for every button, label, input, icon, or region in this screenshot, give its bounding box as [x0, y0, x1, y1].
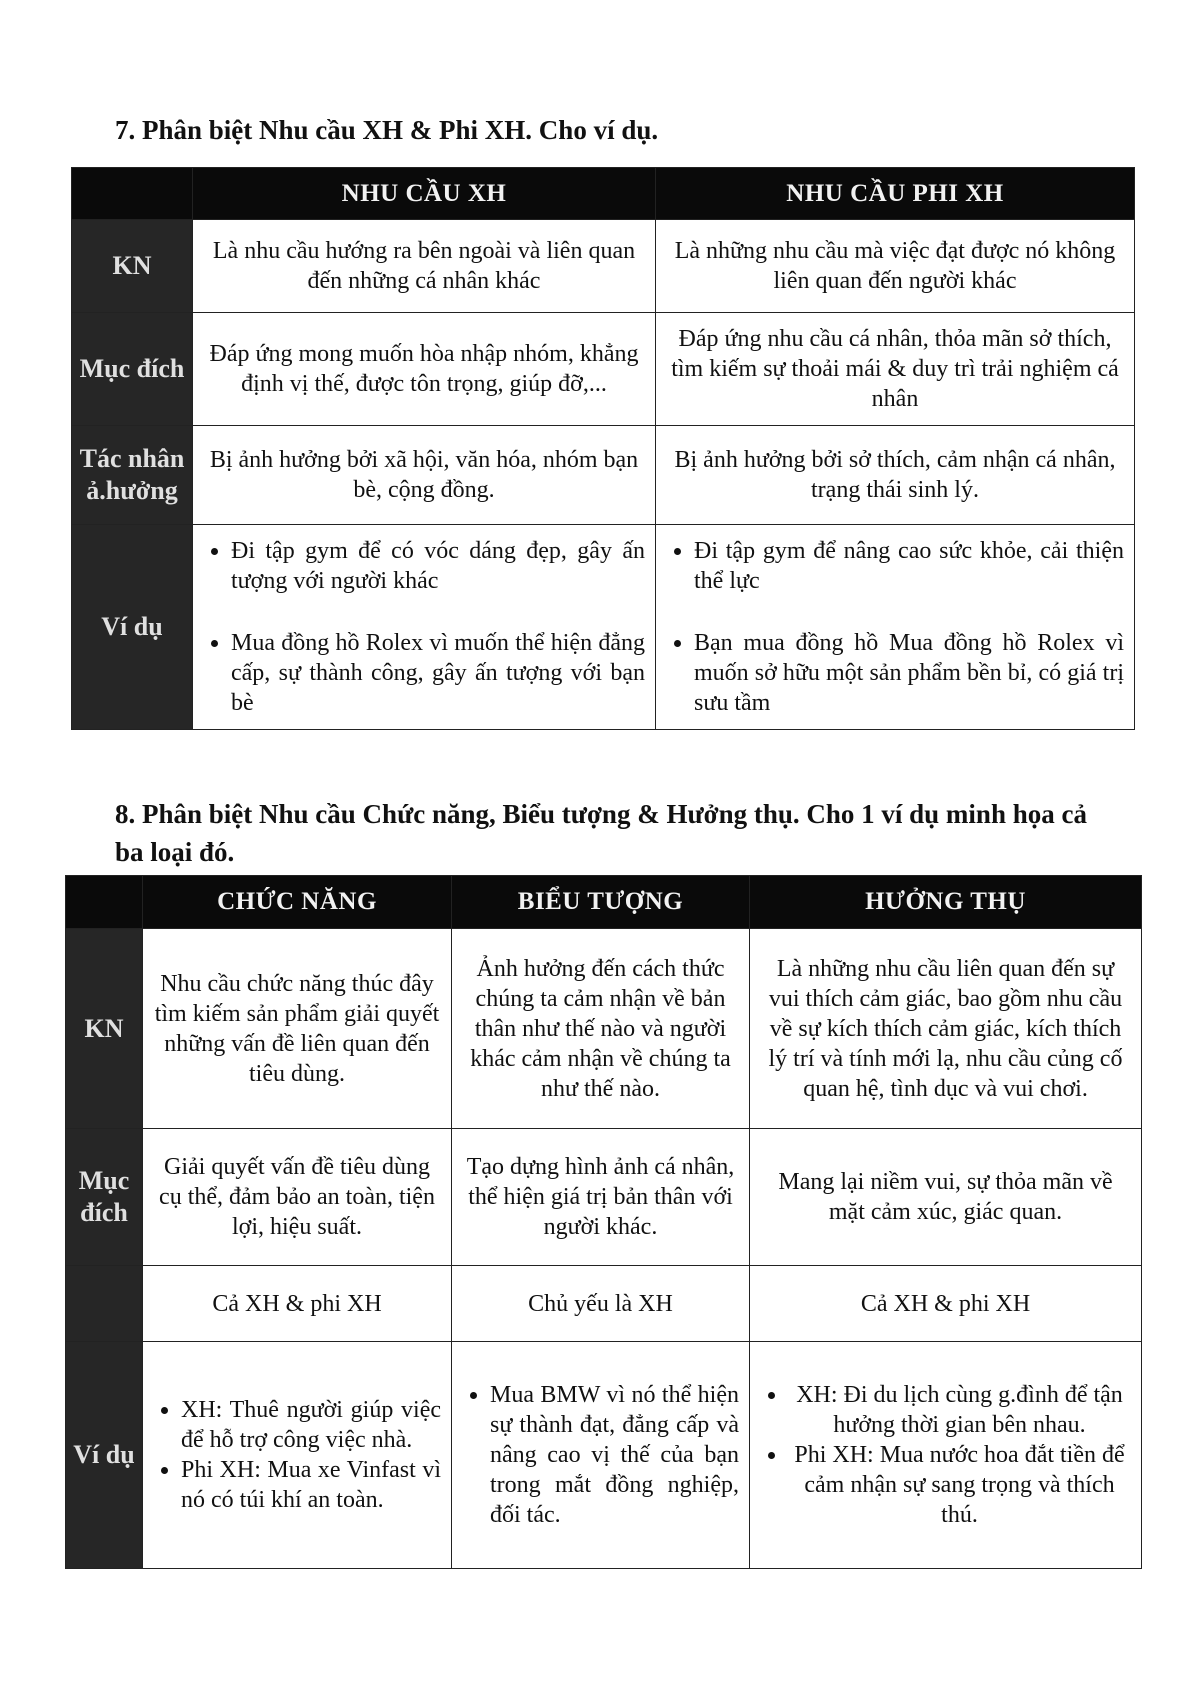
row-label-factor: Tác nhân ả.hưởng	[72, 426, 193, 525]
cell-example-symbolic	[452, 1342, 750, 1569]
cell-kn-nonsocial: Là những nhu cầu mà việc đạt được nó không liên quan đến người khác	[656, 220, 1135, 313]
cell-example-functional	[143, 1342, 452, 1569]
list-item: • Mua đồng hồ Rolex vì muốn thể hiện đẳng cấp, sự thành công, gây ấn tượng với bạn bè	[231, 628, 645, 718]
cell-purpose-social: Đáp ứng mong muốn hòa nhập nhóm, khẳng định vị thế, được tôn trọng, giúp đỡ,...	[193, 313, 656, 426]
row-label-kn: KN	[72, 220, 193, 313]
question-8-heading: 8. Phân biệt Nhu cầu Chức năng, Biểu tượng & Hưởng thụ. Cho 1 ví dụ minh họa cả ba loại đó.	[115, 799, 1087, 867]
cell-factor-nonsocial: Bị ảnh hưởng bởi sở thích, cảm nhận cá nhân, trạng thái sinh lý.	[656, 426, 1135, 525]
row-label-purpose: Mục đích	[66, 1129, 143, 1266]
cell-example-social	[193, 525, 656, 730]
cell-purpose-symbolic: Tạo dựng hình ảnh cá nhân, thể hiện giá trị bản thân với người khác.	[452, 1129, 750, 1266]
cell-kn-hedonic: Là những nhu cầu liên quan đến sự vui thích cảm giác, bao gồm nhu cầu về sự kích thích cảm giác, kích thích lý trí và tính mới lạ, nhu cầu củng cố quan hệ, tình dục và vui chơi.	[750, 929, 1142, 1129]
row-label-example: Ví dụ	[72, 525, 193, 730]
cell-kn-symbolic: Ảnh hưởng đến cách thức chúng ta cảm nhận về bản thân như thế nào và người khác cảm nhận về chúng ta như thế nào.	[452, 929, 750, 1129]
col-header-symbolic: BIỂU TƯỢNG	[452, 876, 750, 929]
col-header-functional: CHỨC NĂNG	[143, 876, 452, 929]
col-header-nonsocial: NHU CẦU PHI XH	[656, 168, 1135, 220]
row-label-example: Ví dụ	[66, 1342, 143, 1569]
cell-purpose-nonsocial: Đáp ứng nhu cầu cá nhân, thỏa mãn sở thích, tìm kiếm sự thoải mái & duy trì trải nghiệm cá nhân	[656, 313, 1135, 426]
cell-type-symbolic: Chủ yếu là XH	[452, 1266, 750, 1342]
list-item: • Mua BMW vì nó thể hiện sự thành đạt, đẳng cấp và nâng cao vị thế của bạn trong mắt đồng nghiệp, đối tác.	[490, 1380, 739, 1530]
list-item: • Phi XH: Mua nước hoa đắt tiền để cảm nhận sự sang trọng và thích thú.	[788, 1440, 1131, 1530]
cell-example-nonsocial	[656, 525, 1135, 730]
list-item: • XH: Thuê người giúp việc để hỗ trợ công việc nhà.	[181, 1395, 441, 1455]
cell-example-hedonic	[750, 1342, 1142, 1569]
cell-type-hedonic: Cả XH & phi XH	[750, 1266, 1142, 1342]
table-corner	[72, 168, 193, 220]
list-item: • XH: Đi du lịch cùng g.đình để tận hưởng thời gian bên nhau.	[788, 1380, 1131, 1440]
cell-kn-functional: Nhu cầu chức năng thúc đây tìm kiếm sản phẩm giải quyết những vấn đề liên quan đến tiêu dùng.	[143, 929, 452, 1129]
row-label-purpose: Mục đích	[72, 313, 193, 426]
list-item: • Bạn mua đồng hồ Mua đồng hồ Rolex vì muốn sở hữu một sản phẩm bền bỉ, có giá trị sưu tầm	[694, 628, 1124, 718]
social-vs-nonsocial-table	[71, 167, 1135, 730]
functional-symbolic-hedonic-table	[65, 875, 1142, 1569]
cell-kn-social: Là nhu cầu hướng ra bên ngoài và liên quan đến những cá nhân khác	[193, 220, 656, 313]
cell-purpose-functional: Giải quyết vấn đề tiêu dùng cụ thể, đảm bảo an toàn, tiện lợi, hiệu suất.	[143, 1129, 452, 1266]
cell-type-functional: Cả XH & phi XH	[143, 1266, 452, 1342]
col-header-social: NHU CẦU XH	[193, 168, 656, 220]
question-7-heading: 7. Phân biệt Nhu cầu XH & Phi XH. Cho ví dụ.	[115, 115, 659, 145]
row-label-type	[66, 1266, 143, 1342]
cell-factor-social: Bị ảnh hưởng bởi xã hội, văn hóa, nhóm bạn bè, cộng đồng.	[193, 426, 656, 525]
list-item: • Phi XH: Mua xe Vinfast vì nó có túi khí an toàn.	[181, 1455, 441, 1515]
col-header-hedonic: HƯỞNG THỤ	[750, 876, 1142, 929]
list-item: • Đi tập gym để có vóc dáng đẹp, gây ấn tượng với người khác	[231, 536, 645, 596]
row-label-kn: KN	[66, 929, 143, 1129]
cell-purpose-hedonic: Mang lại niềm vui, sự thỏa mãn về mặt cảm xúc, giác quan.	[750, 1129, 1142, 1266]
table-corner	[66, 876, 143, 929]
list-item: • Đi tập gym để nâng cao sức khỏe, cải thiện thể lực	[694, 536, 1124, 596]
